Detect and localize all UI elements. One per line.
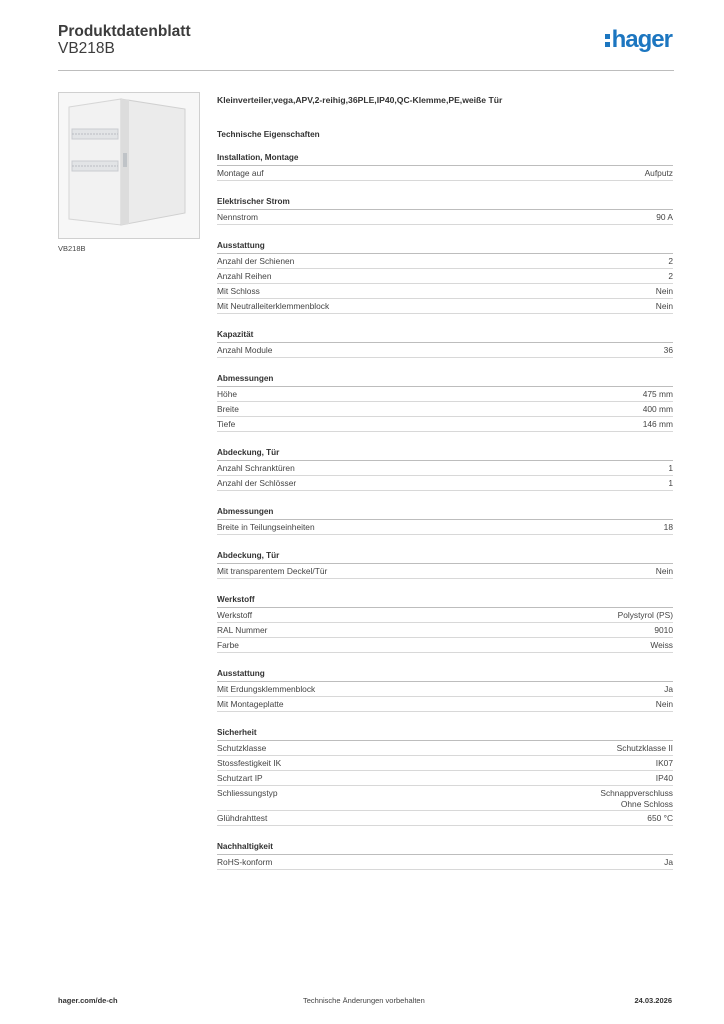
spec-value: 475 mm <box>642 389 673 399</box>
spec-label: Schutzklasse <box>217 743 267 753</box>
image-caption: VB218B <box>58 244 86 253</box>
spec-label: Breite <box>217 404 239 414</box>
spec-value: IP40 <box>655 773 673 783</box>
spec-label: RAL Nummer <box>217 625 268 635</box>
spec-row <box>217 741 673 756</box>
spec-value: Ja <box>664 857 673 867</box>
spec-value: 1 <box>668 478 673 488</box>
spec-value: Weiss <box>650 640 673 650</box>
spec-label: Farbe <box>217 640 239 650</box>
product-image <box>58 92 200 239</box>
spec-value: 146 mm <box>642 419 673 429</box>
spec-value: 400 mm <box>642 404 673 414</box>
spec-label: Breite in Teilungseinheiten <box>217 522 315 532</box>
spec-value: Schutzklasse II <box>616 743 673 753</box>
spec-label: Höhe <box>217 389 238 399</box>
spec-label: Mit Erdungsklemmenblock <box>217 684 316 694</box>
spec-label: Nennstrom <box>217 212 258 222</box>
section-title: Kapazität <box>217 328 673 343</box>
distribution-board-illustration <box>59 93 199 238</box>
spec-label: Mit Neutralleiterklemmenblock <box>217 301 330 311</box>
datasheet-content <box>217 93 673 874</box>
spec-value: IK07 <box>655 758 673 768</box>
spec-row <box>217 387 673 402</box>
spec-value: 1 <box>668 463 673 473</box>
spec-row <box>217 284 673 299</box>
spec-value: 36 <box>663 345 673 355</box>
section-title: Abdeckung, Tür <box>217 446 673 461</box>
spec-value: Nein <box>655 699 673 709</box>
section-title: Abdeckung, Tür <box>217 549 673 564</box>
spec-label: Anzahl Reihen <box>217 271 272 281</box>
section-title: Elektrischer Strom <box>217 195 673 210</box>
spec-value: Schnappverschluss Ohne Schloss <box>600 788 673 809</box>
logo-text: hager <box>611 26 672 53</box>
spec-row <box>217 682 673 697</box>
spec-row <box>217 786 673 811</box>
spec-value: 650 °C <box>647 813 673 823</box>
spec-row <box>217 402 673 417</box>
spec-value: Polystyrol (PS) <box>617 610 673 620</box>
spec-row <box>217 697 673 712</box>
spec-value: 2 <box>668 271 673 281</box>
spec-row <box>217 520 673 535</box>
spec-value: 2 <box>668 256 673 266</box>
section-title: Ausstattung <box>217 667 673 682</box>
spec-row <box>217 461 673 476</box>
spec-value: 90 A <box>656 212 673 222</box>
spec-label: Anzahl Schranktüren <box>217 463 295 473</box>
spec-row <box>217 299 673 314</box>
section-title: Werkstoff <box>217 593 673 608</box>
spec-row <box>217 608 673 623</box>
footer-date: 24.03.2026 <box>634 996 672 1005</box>
spec-label: Schliessungstyp <box>217 788 278 798</box>
spec-value: Nein <box>655 301 673 311</box>
spec-row <box>217 855 673 870</box>
spec-label: Tiefe <box>217 419 236 429</box>
spec-row <box>217 564 673 579</box>
section-title: Abmessungen <box>217 505 673 520</box>
page-header <box>58 20 674 71</box>
spec-label: Mit Montageplatte <box>217 699 284 709</box>
spec-label: Mit transparentem Deckel/Tür <box>217 566 328 576</box>
spec-label: Werkstoff <box>217 610 253 620</box>
section-title: Sicherheit <box>217 726 673 741</box>
spec-value: 9010 <box>654 625 673 635</box>
product-description: Kleinverteiler,vega,APV,2-reihig,36PLE,IP40,QC-Klemme,PE,weiße Tür <box>217 95 503 105</box>
spec-row <box>217 417 673 432</box>
technical-properties-heading: Technische Eigenschaften <box>217 130 320 139</box>
page-title: Produktdatenblatt <box>58 23 191 40</box>
spec-row <box>217 811 673 826</box>
section-title: Abmessungen <box>217 372 673 387</box>
spec-value: Aufputz <box>644 168 673 178</box>
spec-value: Nein <box>655 286 673 296</box>
section-title: Installation, Montage <box>217 151 673 166</box>
section-title: Ausstattung <box>217 239 673 254</box>
spec-row <box>217 166 673 181</box>
article-number: VB218B <box>58 40 115 57</box>
hager-logo <box>604 26 672 54</box>
spec-row <box>217 771 673 786</box>
specification-sections <box>217 151 673 874</box>
spec-label: Stossfestigkeit IK <box>217 758 282 768</box>
spec-label: RoHS-konform <box>217 857 273 867</box>
spec-label: Montage auf <box>217 168 264 178</box>
spec-row <box>217 210 673 225</box>
spec-label: Glühdrahttest <box>217 813 268 823</box>
spec-row <box>217 476 673 491</box>
spec-label: Anzahl der Schlösser <box>217 478 297 488</box>
spec-row <box>217 254 673 269</box>
spec-row <box>217 343 673 358</box>
spec-label: Mit Schloss <box>217 286 260 296</box>
spec-row <box>217 623 673 638</box>
spec-value: 18 <box>663 522 673 532</box>
spec-label: Anzahl Module <box>217 345 273 355</box>
footer-notice: Technische Änderungen vorbehalten <box>303 996 425 1005</box>
logo-colon-icon <box>604 32 611 48</box>
spec-value: Nein <box>655 566 673 576</box>
spec-label: Schutzart IP <box>217 773 263 783</box>
spec-row <box>217 269 673 284</box>
spec-value: Ja <box>664 684 673 694</box>
spec-label: Anzahl der Schienen <box>217 256 295 266</box>
spec-row <box>217 638 673 653</box>
section-title: Nachhaltigkeit <box>217 840 673 855</box>
footer-website: hager.com/de-ch <box>58 996 118 1005</box>
spec-row <box>217 756 673 771</box>
